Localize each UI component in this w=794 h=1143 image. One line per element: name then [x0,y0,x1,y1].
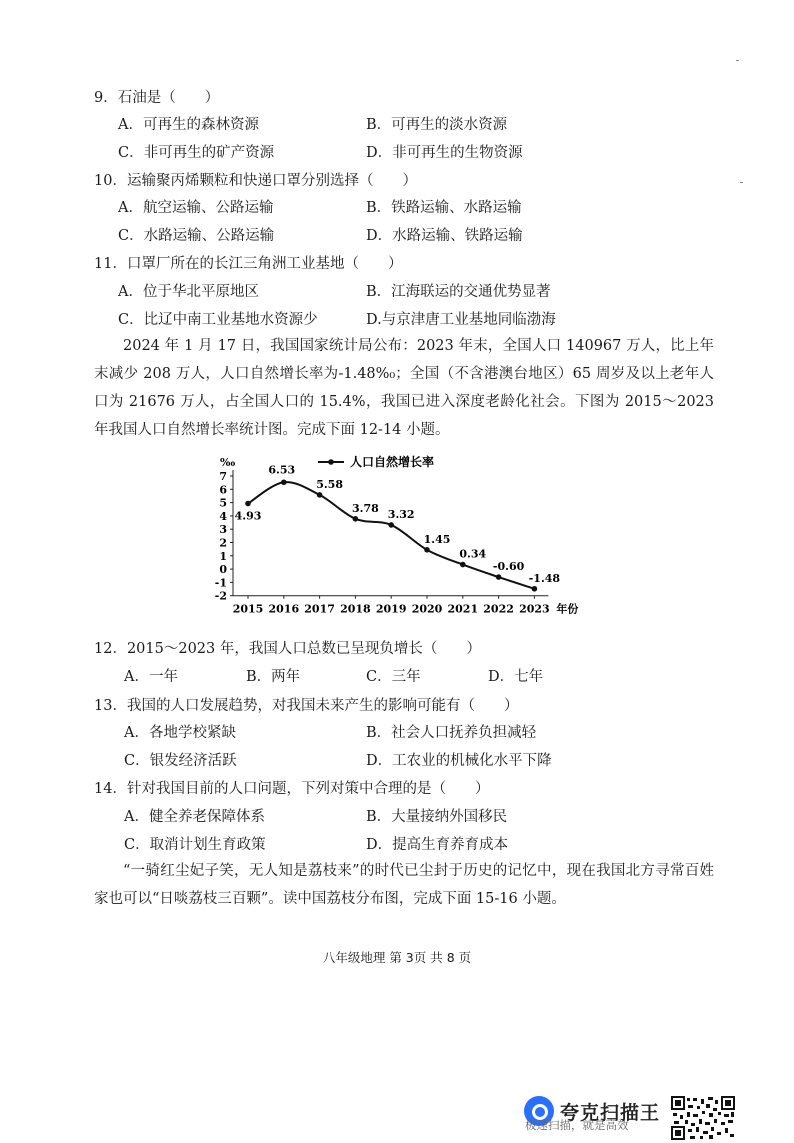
data-point [245,501,251,507]
question-10-option-c: C．水路运输、公路运输 [118,228,275,244]
y-tick-label: 3 [219,523,227,537]
x-tick-label: 2015 [232,602,264,616]
x-axis-title: 年份 [556,602,579,616]
data-point [460,562,466,568]
x-tick-label: 2022 [483,602,514,616]
question-10-option-b: B．铁路运输、水路运输 [366,200,522,216]
question-14-option-d: D．提高生育养育成本 [366,837,509,853]
question-12-option-c: C．三年 [366,669,421,685]
y-tick-label: -1 [214,576,227,590]
y-tick-label: 4 [219,509,227,523]
brand-slogan: 极速扫描，就是高效 [525,1118,629,1132]
y-tick-label: 6 [219,483,227,497]
x-tick-label: 2016 [268,602,300,616]
data-point [388,522,394,528]
series-line-population-growth [248,482,534,589]
qr-code-icon [671,1096,735,1140]
x-tick-label: 2023 [519,602,550,616]
question-12-stem: 12．2015～2023 年，我国人口总数已呈现负增长（ ） [94,641,481,657]
y-tick-label: -2 [214,589,227,603]
lychee-passage [94,857,714,913]
y-tick-label: 2 [219,536,227,550]
x-tick-label: 2021 [447,602,479,616]
data-label: 4.93 [234,509,262,523]
question-10-option-d: D．水路运输、铁路运输 [366,228,523,244]
data-label: -1.48 [528,571,561,585]
y-axis-unit: ‰ [220,456,236,469]
data-label: -0.60 [492,560,525,574]
question-13-option-c: C．银发经济活跃 [124,753,237,769]
question-12-option-d: D．七年 [488,669,544,685]
y-tick-label: 5 [219,496,227,510]
data-label: 6.53 [268,463,296,477]
question-14-option-b: B．大量接纳外国移民 [366,809,508,825]
scan-speck [736,60,739,61]
question-9-option-c: C．非可再生的矿产资源 [118,145,275,161]
x-tick-label: 2019 [375,602,407,616]
page-footer: 八年级地理 第 3页 共 8 页 [322,950,472,965]
question-14-option-a: A．健全养老保障体系 [124,809,265,825]
data-point [424,547,430,553]
brand-name: 夸克扫描王 [560,1101,661,1124]
question-14-option-c: C．取消计划生育政策 [124,837,266,853]
data-point [496,574,502,580]
data-point [532,586,538,592]
question-9-option-b: B．可再生的淡水资源 [366,117,508,133]
population-passage-text: 2024 年 1 月 17 日，我国国家统计局公布：2023 年末，全国人口 140967 万人，比上年末减少 208 万人，人口自然增长率为-1.48%₀；全国（不含港澳台地区）65 周岁及以上老年人口为 21676 万人，占全国人口的 15.4%，我国已进入深度老龄化社会。下图为 2015～2023 年我国人口自然增长率统计图。完成下面 12-14 小题。 [94,338,714,438]
question-13-stem: 13．我国的人口发展趋势，对我国未来产生的影响可能有（ ） [94,698,519,714]
question-13-option-d: D．工农业的机械化水平下降 [366,753,552,769]
question-12-option-b: B．两年 [246,669,301,685]
legend-label: 人口自然增长率 [350,455,435,469]
question-11-option-c: C．比辽中南工业基地水资源少 [118,312,318,328]
question-12-option-a: A．一年 [124,669,178,685]
scan-speck [740,182,743,183]
x-tick-label: 2018 [340,602,371,616]
question-11-option-a: A．位于华北平原地区 [118,284,259,300]
x-tick-label: 2020 [411,602,443,616]
question-13-option-b: B．社会人口抚养负担减轻 [366,725,537,741]
question-11-option-b: B．江海联运的交通优势显著 [366,284,551,300]
data-label: 5.58 [316,477,343,491]
question-13-option-a: A．各地学校紧缺 [124,725,236,741]
question-9-option-a: A．可再生的森林资源 [118,117,259,133]
population-passage [94,332,714,444]
question-10-option-a: A．航空运输、公路运输 [118,200,274,216]
data-point [317,492,323,498]
legend-marker [328,459,334,465]
x-tick-label: 2017 [304,602,335,616]
data-point [353,516,359,522]
question-9-stem: 9．石油是（ ） [94,90,220,106]
population-growth-chart [200,452,600,628]
y-tick-label: 7 [219,470,227,483]
question-14-stem: 14．针对我国目前的人口问题，下列对策中合理的是（ ） [94,781,490,797]
data-label: 1.45 [423,532,451,546]
y-tick-label: 0 [219,563,227,577]
data-point [281,479,287,485]
question-11-option-d: D.与京津唐工业基地同临渤海 [366,312,556,328]
question-9-option-d: D．非可再生的生物资源 [366,145,523,161]
data-label: 3.78 [352,501,379,515]
data-label: 0.34 [459,547,487,561]
lychee-passage-text: “一骑红尘妃子笑，无人知是荔枝来”的时代已尘封于历史的记忆中，现在我国北方寻常百姓家也可以“日啖荔枝三百颗”。读中国荔枝分布图，完成下面 15-16 小题。 [94,863,714,907]
question-10-stem: 10．运输聚丙烯颗粒和快递口罩分别选择（ ） [94,173,417,189]
y-tick-label: 1 [219,549,227,563]
question-11-stem: 11．口罩厂所在的长江三角洲工业基地（ ） [94,256,403,272]
data-label: 3.32 [387,507,415,521]
